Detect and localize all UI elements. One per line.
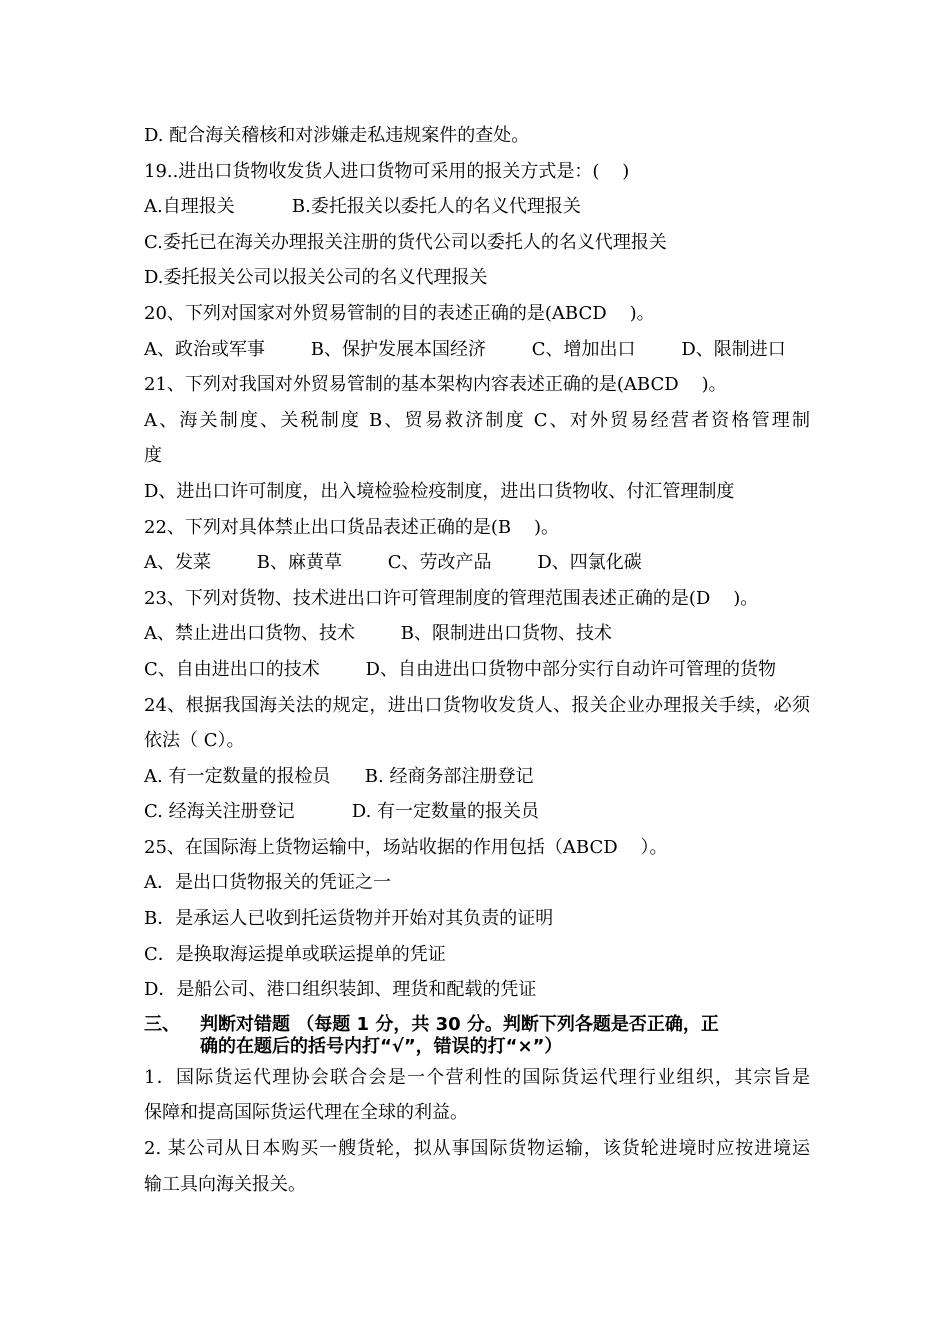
- question-22: 22、下列对具体禁止出口货品表述正确的是(B )。: [144, 516, 560, 538]
- question-24: 24、根据我国海关法的规定，进出口货物收发货人、报关企业办理报关手续，必须: [144, 694, 810, 716]
- question-25: 25、在国际海上货物运输中，场站收据的作用包括（ABCD ）。: [144, 836, 668, 858]
- option-line: A.自理报关 B.委托报关以委托人的名义代理报关: [144, 196, 581, 218]
- question-23: 23、下列对货物、技术进出口许可管理制度的管理范围表述正确的是(D )。: [144, 587, 759, 609]
- question-20: 20、下列对国家对外贸易管制的目的表述正确的是(ABCD )。: [144, 302, 655, 324]
- section-heading: [144, 1008, 810, 1060]
- option-line: C.委托已在海关办理报关注册的货代公司以委托人的名义代理报关: [144, 231, 667, 253]
- statement-1: 1．国际货运代理协会联合会是一个营利性的国际货运代理行业组织，其宗旨是: [144, 1066, 810, 1088]
- question-21: 21、下列对我国对外贸易管制的基本架构内容表述正确的是(ABCD )。: [144, 374, 727, 396]
- option-line: A．是出口货物报关的凭证之一: [144, 872, 391, 894]
- option-line: C. 经海关注册登记 D. 有一定数量的报关员: [144, 801, 540, 823]
- option-line: C．是换取海运提单或联运提单的凭证: [144, 943, 446, 965]
- statement-2: 2. 某公司从日本购买一艘货轮，拟从事国际货物运输，该货轮进境时应按进境运: [144, 1138, 810, 1160]
- section-title-continued: 确的在题后的括号内打“√”，错误的打“×”）: [200, 1035, 563, 1057]
- option-line: A、禁止进出口货物、技术 B、限制进出口货物、技术: [144, 623, 612, 645]
- option-line: A、海关制度、关税制度 B、贸易救济制度 C、对外贸易经营者资格管理制: [144, 409, 810, 431]
- page-content: [144, 118, 810, 1202]
- text-line: D. 配合海关稽核和对涉嫌走私违规案件的查处。: [144, 125, 530, 146]
- option-line: A、发菜 B、麻黄草 C、劳改产品 D、四氯化碳: [144, 552, 642, 574]
- option-line: B．是承运人已收到托运货物并开始对其负责的证明: [144, 908, 554, 930]
- section-number: 三、: [144, 1013, 180, 1035]
- option-line-continued: 度: [144, 445, 162, 467]
- question-19: 19..进出口货物收发货人进口货物可采用的报关方式是：( ): [144, 160, 630, 182]
- option-line: D.委托报关公司以报关公司的名义代理报关: [144, 267, 488, 289]
- section-title: 判断对错题 （每题 1 分，共 30 分。判断下列各题是否正确，正: [200, 1013, 719, 1035]
- statement-2-continued: 输工具向海关报关。: [144, 1173, 306, 1195]
- option-line: A、政治或军事 B、保护发展本国经济 C、增加出口 D、限制进口: [144, 338, 786, 360]
- option-line: A. 有一定数量的报检员 B. 经商务部注册登记: [144, 765, 534, 787]
- option-line: D．是船公司、港口组织装卸、理货和配载的凭证: [144, 979, 537, 1001]
- question-24-continued: 依法（ C）。: [144, 730, 245, 752]
- statement-1-continued: 保障和提高国际货运代理在全球的利益。: [144, 1102, 468, 1124]
- option-line: C、自由进出口的技术 D、自由进出口货物中部分实行自动许可管理的货物: [144, 658, 776, 680]
- option-line: D、进出口许可制度，出入境检验检疫制度，进出口货物收、付汇管理制度: [144, 480, 735, 502]
